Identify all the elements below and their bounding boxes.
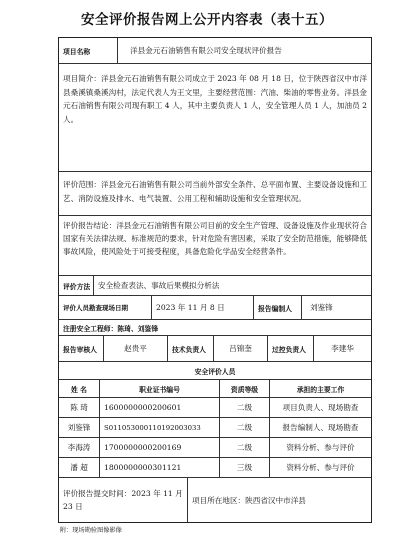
scope-row <box>59 172 371 216</box>
staff-name: 刘鉴锋 <box>67 423 91 432</box>
report-author-label: 报告编制人 <box>253 296 301 319</box>
reviewer-value: 赵贵平 <box>103 336 167 361</box>
submit-date-cell <box>59 478 187 522</box>
project-name-value: 洋县金元石油销售有限公司安全现状评价报告 <box>117 38 371 63</box>
process-lead-value: 李建华 <box>313 336 371 361</box>
staff-section-title: 安全评价人员 <box>194 367 236 376</box>
report-author-value: 刘鉴锋 <box>301 296 371 319</box>
disclosure-table <box>58 37 372 523</box>
staff-level: 三级 <box>219 458 269 477</box>
document-title: 安全评价报告网上公开内容表（表十五） <box>81 12 333 28</box>
staff-duty: 资料分析、参与评价 <box>269 458 371 477</box>
table-row <box>59 458 371 478</box>
staff-name: 潘 超 <box>70 463 88 472</box>
staff-header-name: 姓 名 <box>71 385 87 394</box>
staff-cert: 1800000000301121 <box>99 458 219 477</box>
staff-header-row <box>59 380 371 398</box>
site-visit-date-value: 2023 年 11 月 8 日 <box>151 296 253 319</box>
project-intro-text: 项目简介：洋县金元石油销售有限公司成立于 2023 年 08 月 18 日，位于陕西省汉中市洋县桑溪镇桑溪沟村，法定代表人为王文里，主要经营范围：汽油、柴油的零售业务。洋县金元石油销售有限公司现有职工 4 人，其中主要负责人 1 人，安全管理人员 1 人，加油员 2 人。 <box>63 74 367 124</box>
table-row <box>59 418 371 438</box>
staff-header-duty: 承担的主要工作 <box>269 380 371 397</box>
method-row <box>59 276 371 296</box>
staff-duty: 报告编制人、现场勘查 <box>269 418 371 437</box>
conclusion-text: 评价报告结论：洋县金元石油销售有限公司目前的安全生产管理、设备设施及作业现状符合国家有关法律法规、标准规范的要求，针对危险有害因素，采取了安全防范措施，能够降低事故风险，使风险处于可接受程度，具备危险化学品安全经营条件。 <box>63 221 367 256</box>
project-name-row <box>59 38 371 64</box>
site-visit-row <box>59 296 371 320</box>
engineer-row <box>59 320 371 336</box>
staff-cert: 1600000000200601 <box>99 398 219 417</box>
table-row <box>59 398 371 418</box>
staff-header-level: 资质等级 <box>219 380 269 397</box>
tech-lead-label: 技术负责人 <box>167 336 213 361</box>
tech-lead-value: 吕锦奎 <box>213 336 267 361</box>
project-name-label: 项目名称 <box>63 47 91 56</box>
table-row <box>59 438 371 458</box>
staff-cert: 1700000000200169 <box>99 438 219 457</box>
staff-name: 李海涛 <box>67 443 91 452</box>
review-row <box>59 336 371 362</box>
scope-text: 评价范围：洋县金元石油销售有限公司当前外部安全条件、总平面布置、主要设备设施和工艺、消防设施及排水、电气装置、公用工程和辅助设施和安全管理状况。 <box>63 180 367 203</box>
project-intro-row <box>59 64 371 172</box>
staff-header-cert: 职业证书编号 <box>99 380 219 397</box>
staff-cert: S011053000110192003033 <box>99 418 219 437</box>
project-location: 项目所在地区：陕西省汉中市洋县 <box>187 478 371 522</box>
staff-name: 陈 琦 <box>70 403 88 412</box>
reviewer-label: 报告审核人 <box>63 345 97 354</box>
staff-level: 二级 <box>219 398 269 417</box>
staff-level: 二级 <box>219 438 269 457</box>
staff-level: 二级 <box>219 418 269 437</box>
method-value: 安全检查表法、事故后果模拟分析法 <box>93 276 371 295</box>
process-lead-label: 过控负责人 <box>267 336 313 361</box>
conclusion-row <box>59 216 371 276</box>
engineer-text: 注册安全工程师：陈琦、刘鉴锋 <box>63 324 159 333</box>
staff-duty: 资料分析、参与评价 <box>269 438 371 457</box>
method-label: 评价方法 <box>63 282 91 291</box>
submit-row <box>59 478 371 522</box>
staff-section-row <box>59 362 371 380</box>
footnote: 附：现场勘验图像影像 <box>60 527 122 534</box>
site-visit-date-label: 评价人员勘查现场日期 <box>63 304 128 312</box>
submit-date-line1: 评价报告提交时间：2023 年 11 月 <box>63 489 183 498</box>
staff-duty: 项目负责人、现场勘查 <box>269 398 371 417</box>
submit-date-line2: 23 日 <box>63 502 83 511</box>
